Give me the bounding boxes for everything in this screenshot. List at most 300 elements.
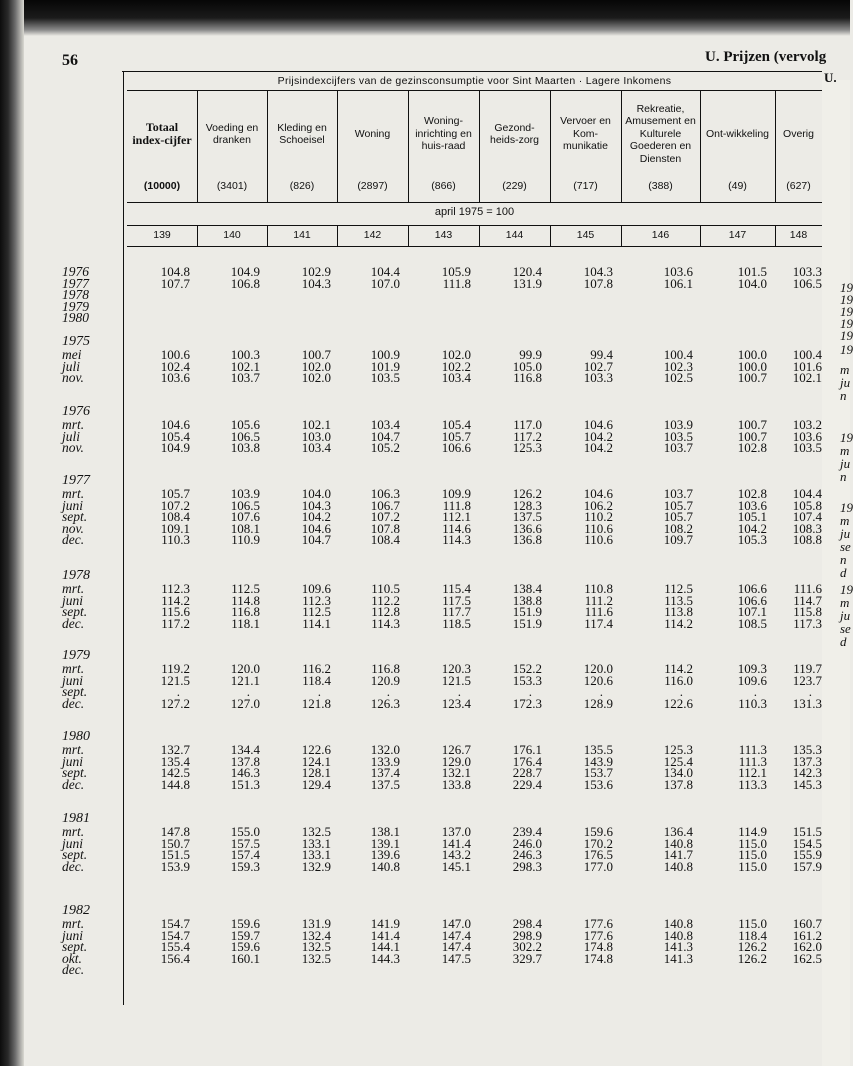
rule-column [408, 225, 409, 246]
table-cell: 146.3 [230, 765, 260, 781]
table-cell: 128.3 [512, 497, 542, 513]
table-cell: 137.4 [370, 765, 400, 781]
table-cell: 298.3 [512, 858, 542, 874]
table-cell: 162.0 [792, 939, 822, 955]
row-label: 1979 [62, 298, 89, 314]
table-cell: 106.6 [737, 581, 767, 596]
table-cell: 121.8 [301, 695, 331, 711]
row-label: juni [62, 835, 84, 851]
rule-caption-top [122, 71, 822, 72]
next-page-label: 19 [840, 304, 853, 319]
table-cell: 138.4 [512, 581, 542, 596]
table-cell: 172.3 [512, 695, 542, 711]
table-cell: 112.1 [442, 509, 471, 525]
table-cell: 137.5 [512, 509, 542, 525]
table-cell: 103.4 [370, 417, 400, 432]
next-page-label: 19 [840, 316, 853, 331]
table-cell: 298.4 [512, 916, 542, 931]
table-cell: 111.3 [738, 742, 767, 757]
table-cell: 105.1 [737, 509, 767, 525]
table-cell: 151.9 [512, 604, 542, 620]
row-label: juni [62, 927, 84, 943]
table-cell: 102.1 [301, 417, 331, 432]
table-cell: 117.2 [161, 615, 190, 631]
next-page-label: n [840, 388, 847, 403]
table-cell: 100.7 [737, 417, 767, 432]
table-cell: 105.2 [370, 440, 400, 456]
table-cell: 105.0 [512, 358, 542, 374]
table-cell: 176.1 [512, 742, 542, 757]
table-cell: 133.8 [441, 776, 471, 792]
table-cell: 102.7 [583, 358, 613, 374]
table-cell: 140.8 [663, 858, 693, 874]
row-label: dec. [62, 695, 85, 711]
column-weight: (826) [289, 180, 315, 192]
column-weight: (10000) [143, 180, 181, 192]
table-cell: 101.5 [737, 264, 767, 279]
column-number: 148 [789, 229, 808, 241]
table-cell: 105.7 [441, 428, 471, 444]
rule-column [479, 90, 480, 202]
table-cell: 157.5 [230, 835, 260, 851]
missing-value-dot: . [176, 684, 180, 700]
next-page-label: 19 [840, 342, 853, 357]
table-cell: 99.4 [590, 347, 613, 362]
table-cell: 129.0 [441, 753, 471, 769]
table-cell: 108.3 [792, 520, 822, 536]
table-cell: 121.1 [230, 672, 260, 688]
row-label: dec. [62, 962, 85, 978]
table-cell: 106.5 [792, 275, 822, 291]
table-cell: 118.4 [738, 927, 767, 943]
next-page-section-fragment: U. [824, 70, 837, 85]
table-cell: 105.7 [663, 497, 693, 513]
table-cell: 151.9 [512, 615, 542, 631]
table-cell: 112.3 [302, 592, 331, 608]
table-cell: 157.9 [792, 858, 822, 874]
table-cell: 112.5 [231, 581, 260, 596]
table-cell: 134.4 [230, 742, 260, 757]
table-cell: 116.8 [231, 604, 260, 620]
table-cell: 108.1 [230, 520, 260, 536]
table-cell: 104.6 [301, 520, 331, 536]
table-cell: 144.3 [370, 950, 400, 966]
table-cell: 160.7 [792, 916, 822, 931]
table-cell: 155.4 [160, 939, 190, 955]
table-cell: 100.4 [663, 347, 693, 362]
rule-column [775, 225, 776, 246]
table-cell: 141.3 [663, 939, 693, 955]
column-weight: (866) [431, 180, 456, 192]
rule-column [700, 225, 701, 246]
table-cell: 111.6 [793, 581, 822, 596]
table-cell: 105.9 [441, 264, 471, 279]
table-cell: 159.6 [230, 916, 260, 931]
table-cell: 109.1 [160, 520, 190, 536]
table-cell: 127.0 [230, 695, 260, 711]
table-cell: 104.6 [583, 417, 613, 432]
table-cell: 111.8 [442, 275, 471, 291]
rule-column [337, 90, 338, 202]
row-label: dec. [62, 615, 85, 631]
table-cell: 106.2 [583, 497, 613, 513]
table-cell: 102.9 [301, 264, 331, 279]
table-cell: 111.6 [584, 604, 613, 620]
table-cell: 143.9 [583, 753, 613, 769]
table-cell: 109.6 [737, 672, 767, 688]
page-number: 56 [62, 52, 78, 69]
table-cell: 126.2 [737, 950, 767, 966]
missing-value-dot: . [457, 684, 461, 700]
next-page-label: ju [840, 456, 851, 471]
row-label: nov. [62, 440, 84, 456]
table-cell: 110.8 [584, 581, 613, 596]
year-label: 1976 [62, 404, 90, 419]
table-cell: 153.3 [512, 672, 542, 688]
table-cell: 118.5 [442, 615, 471, 631]
row-label: mrt. [62, 661, 85, 676]
column-header: Woning [354, 127, 391, 140]
table-cell: 125.3 [663, 742, 693, 757]
table-cell: 147.4 [441, 927, 471, 943]
table-cell: 147.5 [441, 950, 471, 966]
row-label: mrt. [62, 486, 85, 501]
table-cell: 110.6 [584, 520, 613, 536]
table-cell: 102.2 [441, 358, 471, 374]
table-cell: 157.4 [230, 847, 260, 863]
rule-column [408, 90, 409, 202]
table-cell: 100.0 [737, 358, 767, 374]
table-cell: 103.7 [663, 486, 693, 501]
table-cell: 112.3 [161, 581, 190, 596]
table-cell: 103.6 [792, 428, 822, 444]
column-header: Overig [783, 127, 814, 140]
table-cell: 111.3 [738, 753, 767, 769]
table-cell: 105.4 [441, 417, 471, 432]
table-cell: 102.8 [737, 440, 767, 456]
rule-column [197, 225, 198, 246]
table-cell: 131.9 [301, 916, 331, 931]
table-cell: 159.7 [230, 927, 260, 943]
table-cell: 228.7 [512, 765, 542, 781]
table-cell: 109.6 [301, 581, 331, 596]
next-page-label: m [840, 362, 850, 377]
table-cell: 143.2 [441, 847, 471, 863]
table-cell: 108.5 [737, 615, 767, 631]
column-header: Woning-inrichting en huis-raad [415, 115, 472, 153]
row-label: sept. [62, 847, 88, 863]
table-cell: 102.1 [792, 370, 822, 386]
table-cell: 103.4 [441, 370, 471, 386]
row-label: mrt. [62, 916, 85, 931]
table-cell: 104.3 [301, 497, 331, 513]
row-label: mei [62, 347, 82, 362]
table-cell: 102.5 [663, 370, 693, 386]
table-cell: 106.7 [370, 497, 400, 513]
row-label: mrt. [62, 742, 85, 757]
table-cell: 101.9 [370, 358, 400, 374]
table-cell: 120.4 [512, 264, 542, 279]
column-number: 142 [363, 229, 382, 241]
year-label: 1982 [62, 903, 90, 918]
rule-column [197, 90, 198, 202]
table-cell: 100.7 [301, 347, 331, 362]
next-page-label: d [840, 565, 847, 580]
table-cell: 147.4 [441, 939, 471, 955]
column-weight: (3401) [216, 180, 248, 192]
table-cell: 137.8 [230, 753, 260, 769]
table-cell: 103.5 [663, 428, 693, 444]
table-cell: 104.2 [737, 520, 767, 536]
column-number: 139 [153, 229, 171, 241]
section-title: U. Prijzen (vervolg [705, 49, 827, 65]
table-cell: 117.4 [584, 615, 613, 631]
table-cell: 100.7 [737, 428, 767, 444]
column-weight: (388) [648, 180, 673, 192]
table-cell: 103.3 [792, 264, 822, 279]
table-cell: 102.4 [160, 358, 190, 374]
table-cell: 156.4 [160, 950, 190, 966]
table-cell: 112.5 [664, 581, 693, 596]
table-cell: 133.1 [301, 835, 331, 851]
table-cell: 104.9 [230, 264, 260, 279]
table-cell: 112.8 [371, 604, 400, 620]
table-cell: 100.0 [737, 347, 767, 362]
row-label: juni [62, 753, 84, 769]
rule-column [550, 225, 551, 246]
table-cell: 115.0 [738, 858, 767, 874]
table-cell: 159.6 [230, 939, 260, 955]
table-cell: 107.8 [370, 520, 400, 536]
table-cell: 120.6 [583, 672, 613, 688]
rule-numbers-bottom [127, 246, 822, 247]
table-cell: 147.8 [160, 824, 190, 839]
column-header: Voeding en dranken [205, 121, 259, 146]
table-cell: 100.4 [792, 347, 822, 362]
next-page-label: ju [840, 375, 851, 390]
row-label: juni [62, 592, 84, 608]
table-cell: 116.0 [664, 672, 693, 688]
year-label: 1979 [62, 648, 90, 663]
next-page-label: m [840, 443, 850, 458]
table-cell: 177.6 [583, 916, 613, 931]
table-cell: 123.4 [441, 695, 471, 711]
row-label: dec. [62, 776, 85, 792]
table-cell: 110.6 [584, 532, 613, 548]
table-cell: 111.8 [442, 497, 471, 513]
table-cell: 137.0 [441, 824, 471, 839]
table-cell: 114.9 [738, 824, 767, 839]
table-cell: 135.5 [583, 742, 613, 757]
table-cell: 110.3 [738, 695, 767, 711]
table-cell: 155.0 [230, 824, 260, 839]
next-page-label: n [840, 552, 847, 567]
table-cell: 132.0 [370, 742, 400, 757]
next-page-label: m [840, 595, 850, 610]
column-weight: (717) [573, 180, 598, 192]
table-cell: 115.6 [161, 604, 190, 620]
table-cell: 103.0 [301, 428, 331, 444]
table-cell: 132.5 [301, 939, 331, 955]
rule-numbers-top [127, 225, 822, 226]
missing-value-dot: . [753, 684, 757, 700]
table-cell: 102.3 [663, 358, 693, 374]
table-cell: 106.3 [370, 486, 400, 501]
table-cell: 298.9 [512, 927, 542, 943]
table-cell: 127.2 [160, 695, 190, 711]
table-cell: 99.9 [519, 347, 542, 362]
table-cell: 115.4 [442, 581, 471, 596]
table-cell: 102.0 [441, 347, 471, 362]
table-cell: 153.6 [583, 776, 613, 792]
table-cell: 114.6 [442, 520, 471, 536]
table-cell: 125.4 [663, 753, 693, 769]
table-cell: 139.6 [370, 847, 400, 863]
column-header: Ont-wikkeling [705, 127, 770, 140]
table-cell: 118.1 [231, 615, 260, 631]
row-label: nov. [62, 520, 84, 536]
table-cell: 174.8 [583, 939, 613, 955]
table-cell: 131.9 [512, 275, 542, 291]
table-cell: 106.6 [737, 592, 767, 608]
table-cell: 159.6 [583, 824, 613, 839]
table-cell: 141.4 [441, 835, 471, 851]
table-cell: 120.9 [370, 672, 400, 688]
table-cell: 110.3 [161, 532, 190, 548]
table-cell: 114.7 [793, 592, 822, 608]
missing-value-dot: . [386, 684, 390, 700]
row-label: okt. [62, 950, 82, 966]
row-label: juni [62, 497, 84, 513]
next-page-label: d [840, 634, 847, 649]
next-page-label: 19 [840, 430, 853, 445]
table-cell: 140.8 [663, 916, 693, 931]
column-number: 145 [576, 229, 595, 241]
table-cell: 142.3 [792, 765, 822, 781]
next-page-edge [822, 80, 853, 1066]
table-cell: 103.2 [792, 417, 822, 432]
table-cell: 153.7 [583, 765, 613, 781]
table-cell: 119.2 [161, 661, 190, 676]
column-header: Kleding en Schoeisel [277, 121, 327, 146]
rule-column [775, 90, 776, 202]
table-cell: 104.2 [583, 440, 613, 456]
table-cell: 121.5 [160, 672, 190, 688]
table-cell: 103.6 [160, 370, 190, 386]
row-label: 1977 [62, 275, 89, 291]
year-label: 1980 [62, 729, 90, 744]
table-cell: 117.0 [513, 417, 542, 432]
table-cell: 154.7 [160, 927, 190, 943]
table-cell: 107.2 [370, 509, 400, 525]
table-cell: 136.4 [663, 824, 693, 839]
table-cell: 155.9 [792, 847, 822, 863]
table-cell: 177.0 [583, 858, 613, 874]
table-cell: 103.5 [370, 370, 400, 386]
table-cell: 106.1 [663, 275, 693, 291]
table-cell: 120.3 [441, 661, 471, 676]
table-cell: 141.3 [663, 950, 693, 966]
table-cell: 145.1 [441, 858, 471, 874]
table-cell: 131.3 [792, 695, 822, 711]
table-cell: 114.2 [664, 615, 693, 631]
table-cell: 104.9 [160, 440, 190, 456]
table-cell: 135.4 [160, 753, 190, 769]
table-cell: 122.6 [663, 695, 693, 711]
row-label: 1980 [62, 310, 89, 326]
table-cell: 118.4 [302, 672, 331, 688]
table-cell: 132.9 [301, 858, 331, 874]
next-page-label: ju [840, 608, 851, 623]
table-cell: 104.7 [301, 532, 331, 548]
table-cell: 121.5 [441, 672, 471, 688]
table-cell: 120.0 [583, 661, 613, 676]
table-cell: 102.1 [230, 358, 260, 374]
table-cell: 144.8 [160, 776, 190, 792]
table-cell: 150.7 [160, 835, 190, 851]
table-cell: 103.9 [230, 486, 260, 501]
missing-value-dot: . [808, 684, 812, 700]
table-cell: 114.2 [664, 661, 693, 676]
column-weight: (49) [728, 180, 747, 192]
row-label: juli [62, 358, 81, 374]
row-label: sept. [62, 765, 88, 781]
rule-caption-bottom [127, 90, 822, 91]
table-cell: 126.2 [512, 486, 542, 501]
row-label: sept. [62, 604, 88, 620]
row-label: dec. [62, 858, 85, 874]
table-cell: 112.1 [738, 765, 767, 781]
column-number: 146 [651, 229, 670, 241]
table-cell: 139.1 [370, 835, 400, 851]
table-cell: 103.6 [663, 264, 693, 279]
row-label: sept. [62, 939, 88, 955]
table-cell: 107.2 [160, 497, 190, 513]
table-cell: 161.2 [792, 927, 822, 943]
table-cell: 105.3 [737, 532, 767, 548]
table-cell: 100.3 [230, 347, 260, 362]
row-label: 1976 [62, 264, 89, 279]
table-cell: 106.8 [230, 275, 260, 291]
next-page-label: se [840, 539, 851, 554]
table-cell: 117.7 [442, 604, 471, 620]
base-period: april 1975 = 100 [434, 206, 515, 218]
table-cell: 117.3 [793, 615, 822, 631]
table-cell: 126.7 [441, 742, 471, 757]
table-cell: 132.1 [441, 765, 471, 781]
year-label: 1978 [62, 568, 90, 583]
table-cell: 115.0 [738, 916, 767, 931]
table-cell: 113.5 [664, 592, 693, 608]
table-cell: 135.3 [792, 742, 822, 757]
next-page-label: 19 [840, 280, 853, 295]
table-cell: 151.5 [160, 847, 190, 863]
table-cell: 103.9 [663, 417, 693, 432]
next-page-label: ju [840, 526, 851, 541]
table-cell: 116.8 [513, 370, 542, 386]
table-cell: 103.7 [230, 370, 260, 386]
next-page-label: m [840, 513, 850, 528]
table-cell: 162.5 [792, 950, 822, 966]
rule-column [700, 90, 701, 202]
table-cell: 122.6 [301, 742, 331, 757]
table-cell: 141.9 [370, 916, 400, 931]
table-cell: 117.5 [442, 592, 471, 608]
year-label: 1981 [62, 811, 90, 826]
missing-value-dot: . [528, 684, 532, 700]
table-cell: 104.2 [583, 428, 613, 444]
column-header: Gezond-heids-zorg [489, 121, 540, 146]
